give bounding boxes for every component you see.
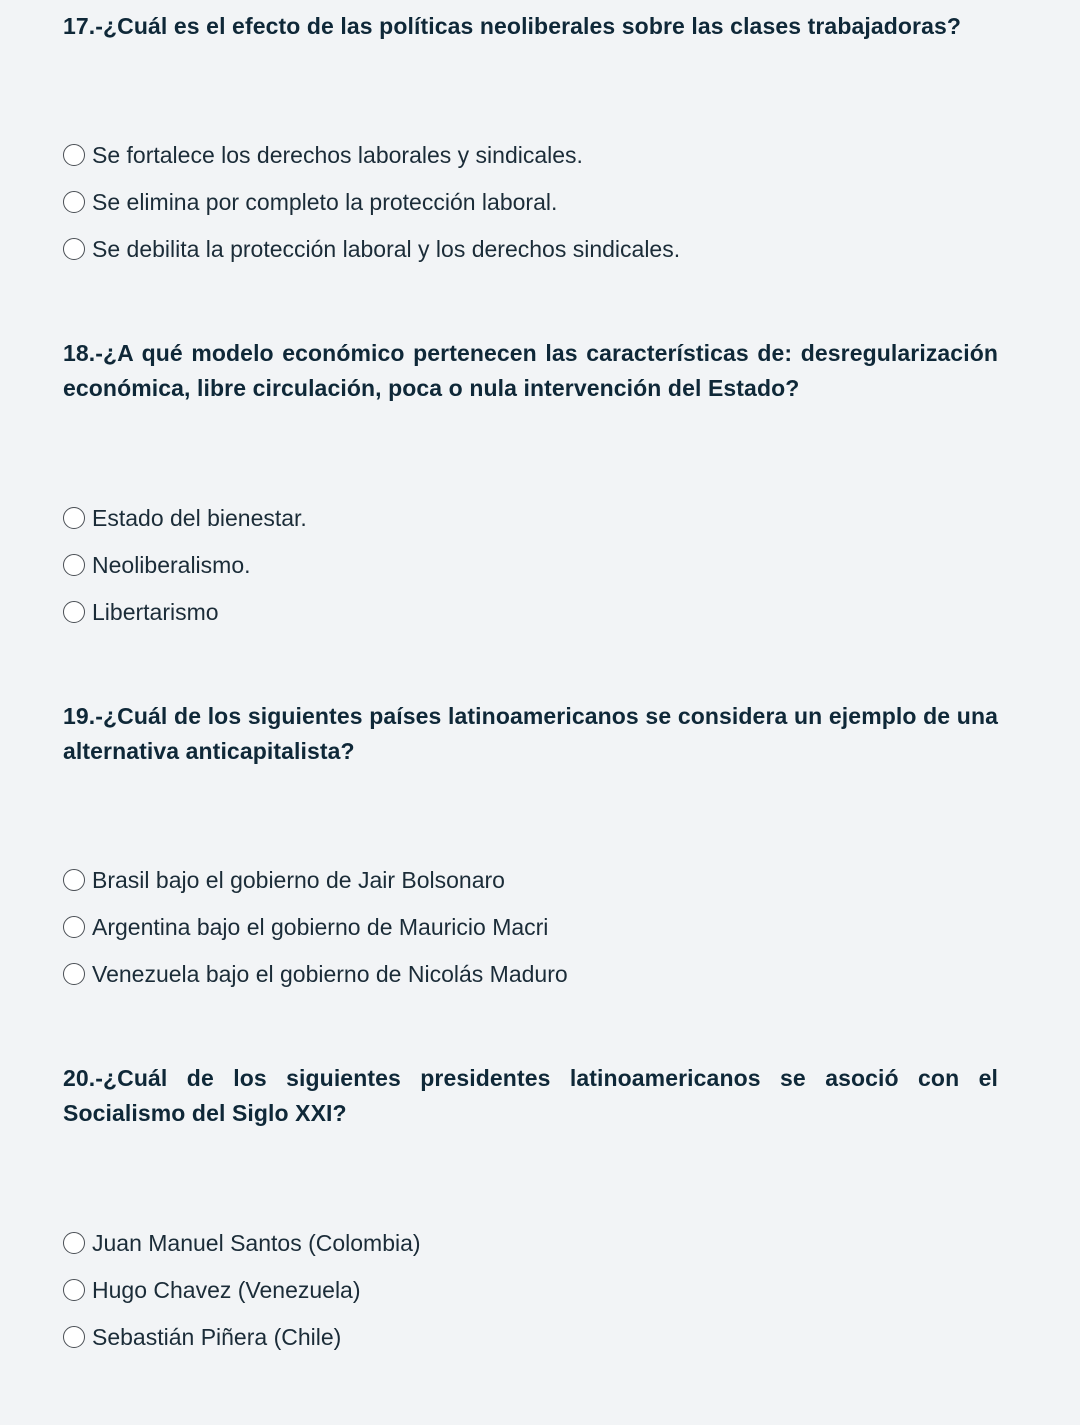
option-radio[interactable] bbox=[63, 178, 998, 225]
radio-unchecked-icon[interactable] bbox=[63, 1326, 85, 1348]
radio-unchecked-icon[interactable] bbox=[63, 507, 85, 529]
option-radio[interactable] bbox=[63, 856, 998, 903]
option-label[interactable]: Estado del bienestar. bbox=[92, 504, 307, 531]
option-label[interactable]: Se debilita la protección laboral y los derechos sindicales. bbox=[92, 235, 681, 262]
option-radio[interactable] bbox=[63, 131, 998, 178]
question-18 bbox=[63, 336, 998, 406]
question-19-options bbox=[63, 856, 998, 997]
option-label[interactable]: Neoliberalismo. bbox=[92, 551, 251, 578]
option-radio[interactable] bbox=[63, 1313, 998, 1360]
option-radio[interactable] bbox=[63, 950, 998, 997]
option-label[interactable]: Libertarismo bbox=[92, 598, 219, 625]
option-radio[interactable] bbox=[63, 225, 998, 272]
option-radio[interactable] bbox=[63, 1266, 998, 1313]
option-label[interactable]: Se fortalece los derechos laborales y sindicales. bbox=[92, 141, 583, 168]
question-18-text: 18.-¿A qué modelo económico pertenecen las características de: desregularización económica, libre circulación, poca o nula intervención del Estado? bbox=[63, 340, 998, 401]
radio-unchecked-icon[interactable] bbox=[63, 916, 85, 938]
option-label[interactable]: Se elimina por completo la protección laboral. bbox=[92, 188, 558, 215]
radio-unchecked-icon[interactable] bbox=[63, 963, 85, 985]
question-20-text: 20.-¿Cuál de los siguientes presidentes latinoamericanos se asoció con el Socialismo del Siglo XXI? bbox=[63, 1065, 998, 1126]
radio-unchecked-icon[interactable] bbox=[63, 1279, 85, 1301]
option-radio[interactable] bbox=[63, 494, 998, 541]
question-17-text: 17.-¿Cuál es el efecto de las políticas neoliberales sobre las clases trabajadoras? bbox=[63, 13, 962, 39]
radio-unchecked-icon[interactable] bbox=[63, 601, 85, 623]
question-20-options bbox=[63, 1219, 998, 1360]
option-label[interactable]: Venezuela bajo el gobierno de Nicolás Maduro bbox=[92, 960, 568, 987]
option-label[interactable]: Brasil bajo el gobierno de Jair Bolsonaro bbox=[92, 866, 505, 893]
radio-unchecked-icon[interactable] bbox=[63, 554, 85, 576]
option-radio[interactable] bbox=[63, 903, 998, 950]
radio-unchecked-icon[interactable] bbox=[63, 869, 85, 891]
question-19 bbox=[63, 699, 998, 769]
radio-unchecked-icon[interactable] bbox=[63, 191, 85, 213]
option-label[interactable]: Sebastián Piñera (Chile) bbox=[92, 1323, 342, 1350]
question-17 bbox=[63, 9, 998, 44]
option-radio[interactable] bbox=[63, 541, 998, 588]
radio-unchecked-icon[interactable] bbox=[63, 144, 85, 166]
option-label[interactable]: Hugo Chavez (Venezuela) bbox=[92, 1276, 361, 1303]
option-radio[interactable] bbox=[63, 588, 998, 635]
question-17-options bbox=[63, 131, 998, 272]
question-19-text: 19.-¿Cuál de los siguientes países latinoamericanos se considera un ejemplo de una alternativa anticapitalista? bbox=[63, 703, 998, 764]
option-radio[interactable] bbox=[63, 1219, 998, 1266]
question-20 bbox=[63, 1061, 998, 1131]
radio-unchecked-icon[interactable] bbox=[63, 238, 85, 260]
radio-unchecked-icon[interactable] bbox=[63, 1232, 85, 1254]
question-18-options bbox=[63, 494, 998, 635]
option-label[interactable]: Argentina bajo el gobierno de Mauricio Macri bbox=[92, 913, 549, 940]
option-label[interactable]: Juan Manuel Santos (Colombia) bbox=[92, 1229, 421, 1256]
